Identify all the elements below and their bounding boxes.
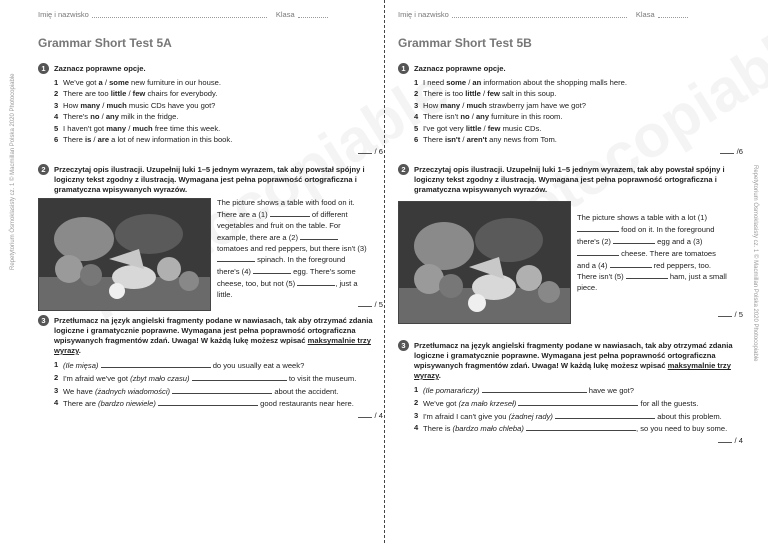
exercise-number: 3 <box>398 340 409 351</box>
exercise-2 <box>38 165 383 195</box>
option-b[interactable]: an <box>472 77 482 87</box>
name-label: Imię i nazwisko <box>398 10 449 19</box>
choice-list <box>414 78 743 145</box>
exercise-number: 1 <box>398 63 409 74</box>
option-b[interactable]: much <box>106 100 127 110</box>
gap-4[interactable] <box>253 266 291 274</box>
item-number: 1 <box>54 359 59 369</box>
option-b[interactable]: few <box>487 123 501 133</box>
option-a[interactable]: isn't <box>444 135 461 145</box>
option-b[interactable]: few <box>487 89 500 99</box>
test-a-column <box>38 10 383 429</box>
class-label: Klasa <box>275 10 295 19</box>
exercise-number: 2 <box>398 164 409 175</box>
choice-item: 5 I've got very little / few music CDs. <box>414 123 542 133</box>
exercise-instruction: Zaznacz poprawne opcje. <box>54 64 146 73</box>
gap-5[interactable] <box>626 271 668 279</box>
option-b[interactable]: few <box>132 89 146 99</box>
option-a[interactable]: little <box>465 89 481 99</box>
class-label: Klasa <box>635 10 655 19</box>
exercise-instruction: Przeczytaj opis ilustracji. Uzupełnij luki 1–5 jednym wyrazem, tak aby powstał spójny i logiczny tekst zgodny z ilustracją. Wymagana jest pełna poprawność ortograficzna i gramatyczna wpisywanych wyrazów. <box>414 164 725 194</box>
polish-hint: (zbyt mało czasu) <box>130 373 190 383</box>
choice-item: 6 There is / are a lot of new information in this book. <box>54 135 233 145</box>
exercise-number: 2 <box>38 164 49 175</box>
polish-hint: (za mało krzeseł) <box>458 398 517 408</box>
choice-item: 2 There are too little / few chairs for everybody. <box>54 89 218 99</box>
translation-item: 4 There is (bardzo mało chleba) , so you need to buy some. <box>414 423 728 434</box>
answer-gap[interactable] <box>172 386 272 394</box>
gap-2[interactable] <box>300 232 338 240</box>
class-field[interactable] <box>658 10 688 18</box>
option-a[interactable]: no <box>90 112 100 122</box>
choice-item: 6 There isn't / aren't any news from Tom. <box>414 135 557 145</box>
item-number: 3 <box>414 410 419 420</box>
gap-1[interactable] <box>577 224 619 232</box>
item-number: 4 <box>414 112 419 122</box>
gap-1[interactable] <box>270 209 310 217</box>
option-b[interactable]: are <box>97 135 110 145</box>
name-class-header <box>38 10 383 22</box>
exercise-1 <box>38 64 383 157</box>
choice-item: 3 How many / much strawberry jam have we got? <box>414 100 586 110</box>
name-label: Imię i nazwisko <box>38 10 89 19</box>
answer-gap[interactable] <box>526 423 636 431</box>
choice-item: 1 I need some / an information about the shopping malls here. <box>414 77 627 87</box>
item-number: 1 <box>414 384 419 394</box>
gap-3[interactable] <box>217 254 255 262</box>
gap-3[interactable] <box>577 248 619 256</box>
class-field[interactable] <box>298 10 328 18</box>
translation-item: 3 We have (żadnych wiadomości) about the accident. <box>54 385 339 396</box>
polish-hint: (bardzo mało chleba) <box>452 424 524 434</box>
exercise-1 <box>398 64 743 157</box>
exercise-number: 1 <box>38 63 49 74</box>
description-text: The picture shows a table with a lot (1) food on it. In the foreground there's (2) egg and a (3) cheese. There are tomatoes and a (4) red peppers, too. There isn't (5) ham, just a small piece. <box>577 213 727 293</box>
exercise-number: 3 <box>38 315 49 326</box>
translation-item: 4 There are (bardzo niewiele) good restaurants near here. <box>54 398 354 409</box>
option-a[interactable]: is <box>84 135 92 145</box>
name-class-header <box>398 10 743 22</box>
option-b[interactable]: much <box>132 123 153 133</box>
item-number: 3 <box>414 100 419 110</box>
exercise-2 <box>398 165 743 195</box>
copyright-right: Repetytorium Ósmoklasisty cz. 1 © Macmillan Polska 2020 Photocopiable <box>752 165 758 362</box>
polish-hint: (Ile mięsa) <box>63 360 99 370</box>
item-number: 2 <box>54 89 59 99</box>
choice-list <box>54 78 383 145</box>
score-box: / 4 <box>414 436 743 446</box>
polish-hint: (Ile pomarańczy) <box>423 385 480 395</box>
copyright-left: Repetytorium Ósmoklasisty cz. 1 © Macmillan Polska 2020 Photocopiable <box>10 73 16 270</box>
item-number: 2 <box>414 397 419 407</box>
translation-list <box>54 360 383 409</box>
option-a[interactable]: little <box>465 123 482 133</box>
option-a[interactable]: many <box>440 100 461 110</box>
gap-5[interactable] <box>297 278 335 286</box>
item-number: 4 <box>54 398 59 408</box>
description-text: The picture shows a table with food on it. There are a (1) of different vegetables and fruit on the table. For example, there are a (2) tomatoes and red peppers, but there isn't (3) spinach. In the foreground there's (4) egg. There's some cheese, too, but not (5) , just a little. <box>217 198 367 299</box>
exercise-instruction: Zaznacz poprawne opcje. <box>414 64 506 73</box>
answer-gap[interactable] <box>555 411 655 419</box>
item-number: 5 <box>54 123 59 133</box>
option-a[interactable]: little <box>110 89 127 99</box>
option-b[interactable]: some <box>109 77 129 87</box>
score-box: / 6 <box>54 147 383 157</box>
test-title: Grammar Short Test 5B <box>398 36 532 50</box>
food-photo <box>398 201 571 324</box>
score-box: / 4 <box>54 411 383 421</box>
answer-gap[interactable] <box>482 385 587 393</box>
item-number: 5 <box>414 123 419 133</box>
option-a[interactable]: a <box>98 77 103 87</box>
item-number: 4 <box>414 423 419 433</box>
polish-hint: (bardzo niewiele) <box>98 399 156 409</box>
name-field[interactable] <box>452 10 627 18</box>
page-divider <box>384 0 385 543</box>
item-number: 3 <box>54 385 59 395</box>
option-a[interactable]: many <box>106 123 127 133</box>
polish-hint: (żadnej rady) <box>508 411 553 421</box>
exercise-instruction: Przeczytaj opis ilustracji. Uzupełnij luki 1–5 jednym wyrazem, tak aby powstał spójny i logiczny tekst zgodny z ilustracją. Wymagana jest pełna poprawność ortograficzna i gramatyczna wpisywanych wyrazów. <box>54 164 365 194</box>
choice-item: 1 We've got a / some new furniture in our house. <box>54 77 221 87</box>
option-b[interactable]: much <box>466 100 487 110</box>
option-b[interactable]: any <box>105 112 119 122</box>
score-box: /6 <box>414 147 743 157</box>
choice-item: 3 How many / much music CDs have you got? <box>54 100 216 110</box>
exercise-instruction: Przetłumacz na język angielski fragmenty podane w nawiasach, tak aby otrzymać zdania logiczne i gramatycznie poprawne. Wymagana jest pełna poprawność ortograficzna wpisywanych fragmentów zdań. Uwaga! W każdą lukę możesz wpisać maksymalnie trzy wyrazy. <box>54 316 373 355</box>
translation-list <box>414 385 743 434</box>
gap-4[interactable] <box>610 260 652 268</box>
answer-gap[interactable] <box>158 398 258 406</box>
polish-hint: (żadnych wiadomości) <box>94 386 171 396</box>
option-a[interactable]: some <box>446 77 467 87</box>
test-title: Grammar Short Test 5A <box>38 36 172 50</box>
option-b[interactable]: aren't <box>466 135 487 145</box>
score-box: / 5 <box>398 310 743 319</box>
exercise-3 <box>38 316 383 421</box>
choice-item: 2 There is too little / few salt in this soup. <box>414 89 557 99</box>
answer-gap[interactable] <box>101 360 211 368</box>
food-photo <box>38 198 211 311</box>
item-number: 1 <box>414 77 419 87</box>
name-field[interactable] <box>92 10 267 18</box>
answer-gap[interactable] <box>192 373 287 381</box>
item-number: 4 <box>54 112 59 122</box>
choice-item: 5 I haven't got many / much free time this week. <box>54 123 221 133</box>
item-number: 2 <box>54 372 59 382</box>
exercise-3 <box>398 341 743 446</box>
item-number: 1 <box>54 77 59 87</box>
translation-item: 2 I'm afraid we've got (zbyt mało czasu) to visit the museum. <box>54 372 357 383</box>
translation-item: 3 I'm afraid I can't give you (żadnej rady) about this problem. <box>414 410 722 421</box>
item-number: 2 <box>414 89 419 99</box>
choice-item: 4 There's no / any milk in the fridge. <box>54 112 179 122</box>
translation-item: 1 (Ile mięsa) do you usually eat a week? <box>54 359 305 370</box>
score-box: / 5 <box>38 300 383 309</box>
exercise-instruction: Przetłumacz na język angielski fragmenty podane w nawiasach, tak aby otrzymać zdania logiczne i gramatycznie poprawne. Wymagana jest pełna poprawność ortograficzna wpisywanych fragmentów zdań. Uwaga! W każdą lukę możesz wpisać maksymalnie trzy wyrazy. <box>414 341 733 380</box>
option-a[interactable]: many <box>80 100 101 110</box>
item-number: 6 <box>54 135 59 145</box>
option-b[interactable]: any <box>475 112 490 122</box>
answer-gap[interactable] <box>518 398 638 406</box>
translation-item: 2 We've got (za mało krzeseł) for all the guests. <box>414 397 699 408</box>
gap-2[interactable] <box>613 236 655 244</box>
option-a[interactable]: no <box>460 112 470 122</box>
item-number: 6 <box>414 135 419 145</box>
test-b-column <box>398 10 743 454</box>
translation-item: 1 (Ile pomarańczy) have we got? <box>414 384 634 395</box>
choice-item: 4 There isn't no / any furniture in this room. <box>414 112 563 122</box>
item-number: 3 <box>54 100 59 110</box>
